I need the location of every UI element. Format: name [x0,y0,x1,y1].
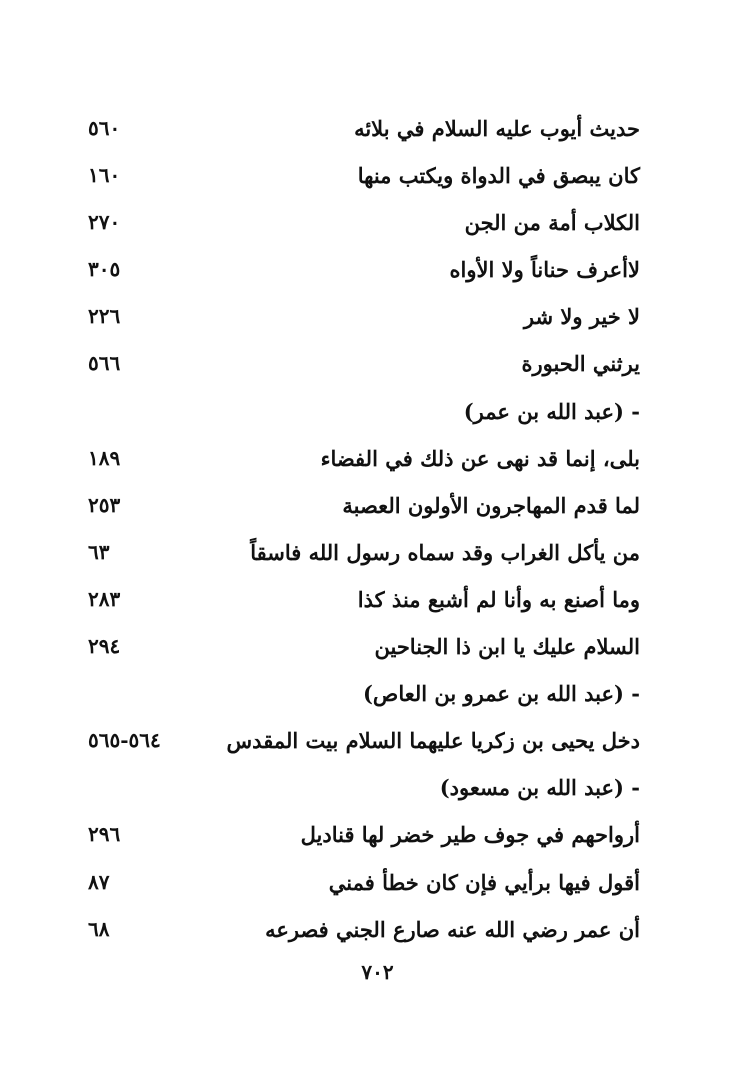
entry-text: من يأكل الغراب وقد سماه رسول الله فاسقاً [250,539,640,565]
page-number: ٧٠٢ [361,960,394,984]
entry-page-ref: ٢٧٠ [88,210,121,235]
index-entry [0,816,755,863]
index-entry [0,298,755,345]
entry-page-ref: ١٦٠ [88,163,121,188]
entry-page-ref: ٢٩٤ [88,634,121,659]
index-entry [0,911,755,958]
entry-text: أقول فيها برأيي فإن كان خطأ فمني [328,869,640,895]
entry-page-ref: ٣٠٥ [88,257,121,282]
entry-text: لاأعرف حناناً ولا الأواه [449,257,640,283]
entry-page-ref: ٢٩٦ [88,822,121,847]
entry-text: كان يبصق في الدواة ويكتب منها [357,163,640,189]
narrator-heading [0,769,755,816]
index-entry [0,204,755,251]
index-entry [0,487,755,534]
entry-text: حديث أيوب عليه السلام في بلائه [354,116,640,141]
entry-page-ref: ٢٥٣ [88,492,121,517]
index-entry [0,722,755,769]
index-entry [0,110,755,157]
index-entry [0,864,755,911]
entry-text: أن عمر رضي الله عنه صارع الجني فصرعه [265,916,640,942]
heading-text: - (عبد الله بن مسعود) [439,775,640,801]
entry-text: الكلاب أمة من الجن [464,210,640,236]
entry-text: يرثني الحبورة [521,351,640,377]
entry-text: دخل يحيى بن زكريا عليهما السلام بيت المقدس [226,728,640,754]
index-entry [0,628,755,675]
index-entry [0,440,755,487]
index-entry [0,534,755,581]
heading-text: - (عبد الله بن عمر) [463,398,640,424]
entry-text: بلى، إنما قد نهى عن ذلك في الفضاء [320,445,640,471]
index-list [0,110,755,958]
entry-page-ref: ٨٧ [88,869,110,894]
entry-page-ref: ٢٢٦ [88,304,121,329]
entry-page-ref: ٢٨٣ [88,586,121,611]
index-entry [0,157,755,204]
entry-text: وما أصنع به وأنا لم أشبع منذ كذا [357,586,640,612]
narrator-heading [0,675,755,722]
entry-page-ref: ٦٨ [88,916,110,941]
entry-text: أرواحهم في جوف طير خضر لها قناديل [300,822,640,848]
entry-page-ref: ٦٣ [88,539,110,564]
entry-page-ref: ١٨٩ [88,445,121,470]
entry-text: لما قدم المهاجرون الأولون العصبة [342,492,640,518]
index-entry [0,251,755,298]
narrator-heading [0,393,755,440]
entry-text: لا خير ولا شر [523,304,640,330]
index-entry [0,345,755,392]
heading-text: - (عبد الله بن عمرو بن العاص) [363,681,640,707]
entry-text: السلام عليك يا ابن ذا الجناحين [374,634,640,660]
entry-page-ref: ٥٦٠ [88,116,121,140]
index-entry [0,581,755,628]
entry-page-ref: ٥٦٤-٥٦٥ [88,728,161,753]
entry-page-ref: ٥٦٦ [88,351,121,376]
